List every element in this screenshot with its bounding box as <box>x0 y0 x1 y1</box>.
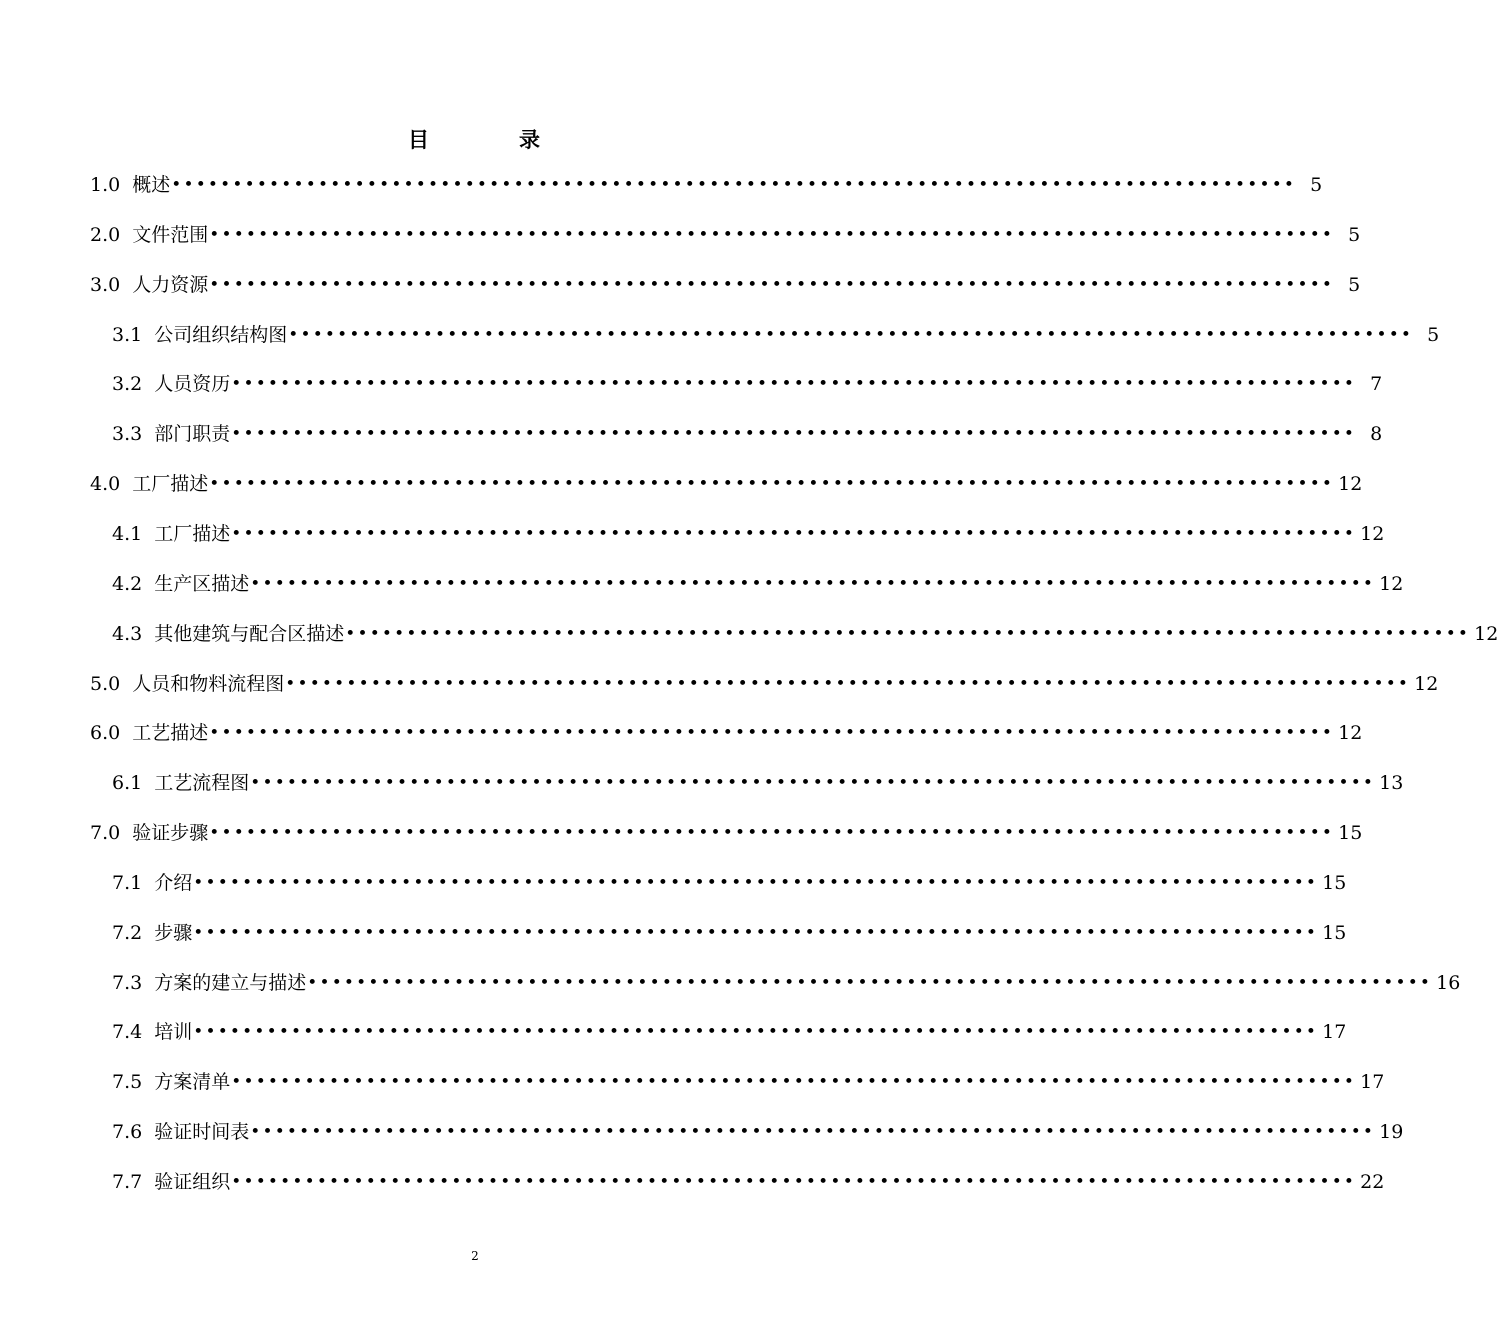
toc-entry[interactable] <box>90 813 1363 853</box>
toc-entry[interactable] <box>90 713 1363 753</box>
toc-entry-page: 12 <box>1360 522 1385 545</box>
toc-entry-label: 步骤 <box>154 921 193 944</box>
toc-entry[interactable] <box>112 863 1347 903</box>
toc-entry-page: 12 <box>1379 572 1404 595</box>
toc-entry-page: 5 <box>1348 273 1361 296</box>
toc-entry-number: 2.0 <box>90 223 121 246</box>
toc-entry-number: 7.0 <box>90 822 121 845</box>
toc-entry-leader-dots: •••••••••••••••••••••••••••••••••••••••••••••••••••••••••••••••••••••••••••••••••••••••••••• <box>209 474 1335 495</box>
toc-entry-page: 12 <box>1338 473 1363 496</box>
toc-entry-number: 6.1 <box>112 772 143 795</box>
toc-entry-page: 13 <box>1379 772 1404 795</box>
toc-entry-page: 15 <box>1322 871 1347 894</box>
toc-entry-leader-dots: •••••••••••••••••••••••••••••••••••••••••••••••••••••••••••••••••••••••••••••••••••••••••••• <box>231 1172 1357 1192</box>
toc-entry-page: 8 <box>1370 423 1383 446</box>
toc-entry-label: 工厂描述 <box>132 473 209 496</box>
toc-entry-number: 4.0 <box>90 473 121 496</box>
toc-entry-leader-dots: •••••••••••••••••••••••••••••••••••••••••••••••••••••••••••••••••••••••••••••••••••••••••••• <box>231 374 1357 395</box>
toc-entry-page: 15 <box>1322 921 1347 944</box>
toc-entry-page: 5 <box>1310 174 1323 196</box>
toc-entry-leader-dots: •••••••••••••••••••••••••••••••••••••••••••••••••••••••••••••••••••••••••••••••••••••••••••• <box>209 823 1335 844</box>
footer-page-number: 2 <box>471 1249 479 1263</box>
toc-entry[interactable] <box>112 1162 1385 1202</box>
toc-entry[interactable] <box>112 763 1404 803</box>
toc-entry-number: 3.2 <box>112 373 143 396</box>
toc-entry-leader-dots: •••••••••••••••••••••••••••••••••••••••••••••••••••••••••••••••••••••••••••••••••••••••••••• <box>250 1122 1376 1143</box>
toc-entry-label: 方案的建立与描述 <box>154 971 307 994</box>
toc-entry[interactable] <box>112 364 1383 404</box>
toc-entry-number: 4.2 <box>112 572 143 595</box>
toc-entry-leader-dots: •••••••••••••••••••••••••••••••••••••••••••••••••••••••••••••••••••••••••••••••••••••••••••• <box>231 523 1357 544</box>
toc-entry-label: 生产区描述 <box>154 572 250 595</box>
toc-entry[interactable] <box>112 564 1404 604</box>
toc-entry-leader-dots: •••••••••••••••••••••••••••••••••••••••••••••••••••••••••••••••••••••••••••••••••••••••••••• <box>209 274 1335 295</box>
toc-entry-number: 7.4 <box>112 1021 143 1044</box>
toc-entry-page: 15 <box>1338 822 1363 845</box>
toc-entry-page: 19 <box>1379 1121 1404 1144</box>
toc-entry-label: 人员资历 <box>154 373 231 396</box>
toc-entry[interactable] <box>90 664 1439 704</box>
toc-entry-leader-dots: •••••••••••••••••••••••••••••••••••••••••••••••••••••••••••••••••••••••••••••••••••••••••••• <box>285 673 1411 694</box>
toc-entry[interactable] <box>112 1112 1404 1152</box>
toc-entry[interactable] <box>112 514 1385 554</box>
toc-entry-leader-dots: •••••••••••••••••••••••••••••••••••••••••••••••••••••••••••••••••••••••••••••••••••••••••••• <box>193 872 1319 893</box>
toc-entry-label: 其他建筑与配合区描述 <box>154 622 345 645</box>
toc-entry-number: 3.3 <box>112 423 143 446</box>
toc-entry-page: 17 <box>1322 1021 1347 1044</box>
toc-entry-page: 12 <box>1338 722 1363 745</box>
toc-entry-leader-dots: •••••••••••••••••••••••••••••••••••••••••••••••••••••••••••••••••••••••••••••••••••••••••••• <box>345 623 1471 644</box>
toc-entry-page: 16 <box>1436 971 1461 994</box>
toc-entry-number: 7.6 <box>112 1121 143 1144</box>
toc-entry-page: 12 <box>1474 622 1498 645</box>
toc-entry-number: 7.5 <box>112 1071 143 1094</box>
toc-entry-number: 7.3 <box>112 971 143 994</box>
toc-entry[interactable] <box>112 1012 1347 1052</box>
toc-entry-number: 7.2 <box>112 921 143 944</box>
toc-entry-leader-dots: •••••••••••••••••••••••••••••••••••••••••••••••••••••••••••••••••••••••••••••••••••••••••••• <box>307 972 1433 993</box>
toc-title <box>0 124 950 156</box>
toc-entry[interactable] <box>112 963 1461 1003</box>
toc-entry-number: 6.0 <box>90 722 121 745</box>
toc-entry-page: 5 <box>1348 223 1361 246</box>
toc-entry-label: 部门职责 <box>154 423 231 446</box>
toc-entry-label: 工艺流程图 <box>154 772 250 795</box>
toc-entry-leader-dots: •••••••••••••••••••••••••••••••••••••••••••••••••••••••••••••••••••••••••••••••••••••••••••• <box>250 573 1376 594</box>
toc-entry[interactable] <box>112 315 1440 355</box>
toc-entry-label: 人员和物料流程图 <box>132 672 285 695</box>
toc-entry[interactable] <box>112 913 1347 953</box>
toc-entry-leader-dots: •••••••••••••••••••••••••••••••••••••••••••••••••••••••••••••••••••••••••••••••••••••••••••• <box>193 1022 1319 1043</box>
toc-entry-label: 培训 <box>154 1021 193 1044</box>
toc-entry-label: 工艺描述 <box>132 722 209 745</box>
toc-entry-page: 12 <box>1414 672 1439 695</box>
toc-entry-label: 介绍 <box>154 871 193 894</box>
toc-entry-leader-dots: •••••••••••••••••••••••••••••••••••••••••••••••••••••••••••••••••••••••••••••••••••••••••••• <box>288 324 1414 345</box>
toc-entry[interactable] <box>112 414 1383 454</box>
toc-entry-page: 22 <box>1360 1171 1385 1193</box>
toc-entry-leader-dots: •••••••••••••••••••••••••••••••••••••••••••••••••••••••••••••••••••••••••••••••••••••••••••• <box>209 723 1335 744</box>
toc-entry-number: 4.3 <box>112 622 143 645</box>
toc-entry-number: 4.1 <box>112 522 143 545</box>
toc-entry-label: 公司组织结构图 <box>154 323 288 346</box>
toc-entry-label: 验证组织 <box>154 1171 231 1193</box>
toc-entry-leader-dots: •••••••••••••••••••••••••••••••••••••••••••••••••••••••••••••••••••••••••••••••••••••••••••• <box>193 922 1319 943</box>
toc-entry-label: 概述 <box>132 174 171 196</box>
toc-entry-leader-dots: •••••••••••••••••••••••••••••••••••••••••••••••••••••••••••••••••••••••••••••••••••••••••••• <box>231 1072 1357 1093</box>
toc-entry-number: 7.1 <box>112 871 143 894</box>
toc-entry-page: 7 <box>1370 373 1383 396</box>
toc-entry-label: 验证步骤 <box>132 822 209 845</box>
toc-entry-leader-dots: •••••••••••••••••••••••••••••••••••••••••••••••••••••••••••••••••••••••••••••••••••••••••••• <box>171 175 1297 195</box>
toc-entry[interactable] <box>90 215 1361 255</box>
toc-entry-label: 验证时间表 <box>154 1121 250 1144</box>
toc-entry-number: 3.1 <box>112 323 143 346</box>
toc-entry-leader-dots: •••••••••••••••••••••••••••••••••••••••••••••••••••••••••••••••••••••••••••••••••••••••••••• <box>250 773 1376 794</box>
toc-entry-page: 5 <box>1427 323 1440 346</box>
toc-entry[interactable] <box>90 165 1323 205</box>
toc-entry-label: 方案清单 <box>154 1071 231 1094</box>
toc-entry[interactable] <box>112 1062 1385 1102</box>
toc-entry-number: 7.7 <box>112 1171 143 1193</box>
toc-entry-leader-dots: •••••••••••••••••••••••••••••••••••••••••••••••••••••••••••••••••••••••••••••••••••••••••••• <box>209 224 1335 245</box>
toc-entry[interactable] <box>90 464 1363 504</box>
toc-entry-page: 17 <box>1360 1071 1385 1094</box>
toc-entry-label: 人力资源 <box>132 273 209 296</box>
toc-entry[interactable] <box>112 614 1498 654</box>
toc-entry-leader-dots: •••••••••••••••••••••••••••••••••••••••••••••••••••••••••••••••••••••••••••••••••••••••••••• <box>231 424 1357 445</box>
toc-entry-label: 文件范围 <box>132 223 209 246</box>
toc-entry-number: 3.0 <box>90 273 121 296</box>
toc-entry-number: 1.0 <box>90 174 121 196</box>
toc-entry[interactable] <box>90 265 1361 305</box>
toc-entry-label: 工厂描述 <box>154 522 231 545</box>
toc-title-char-2: 录 <box>519 127 540 152</box>
toc-entry-number: 5.0 <box>90 672 121 695</box>
toc-title-char-1: 目 <box>408 127 429 152</box>
